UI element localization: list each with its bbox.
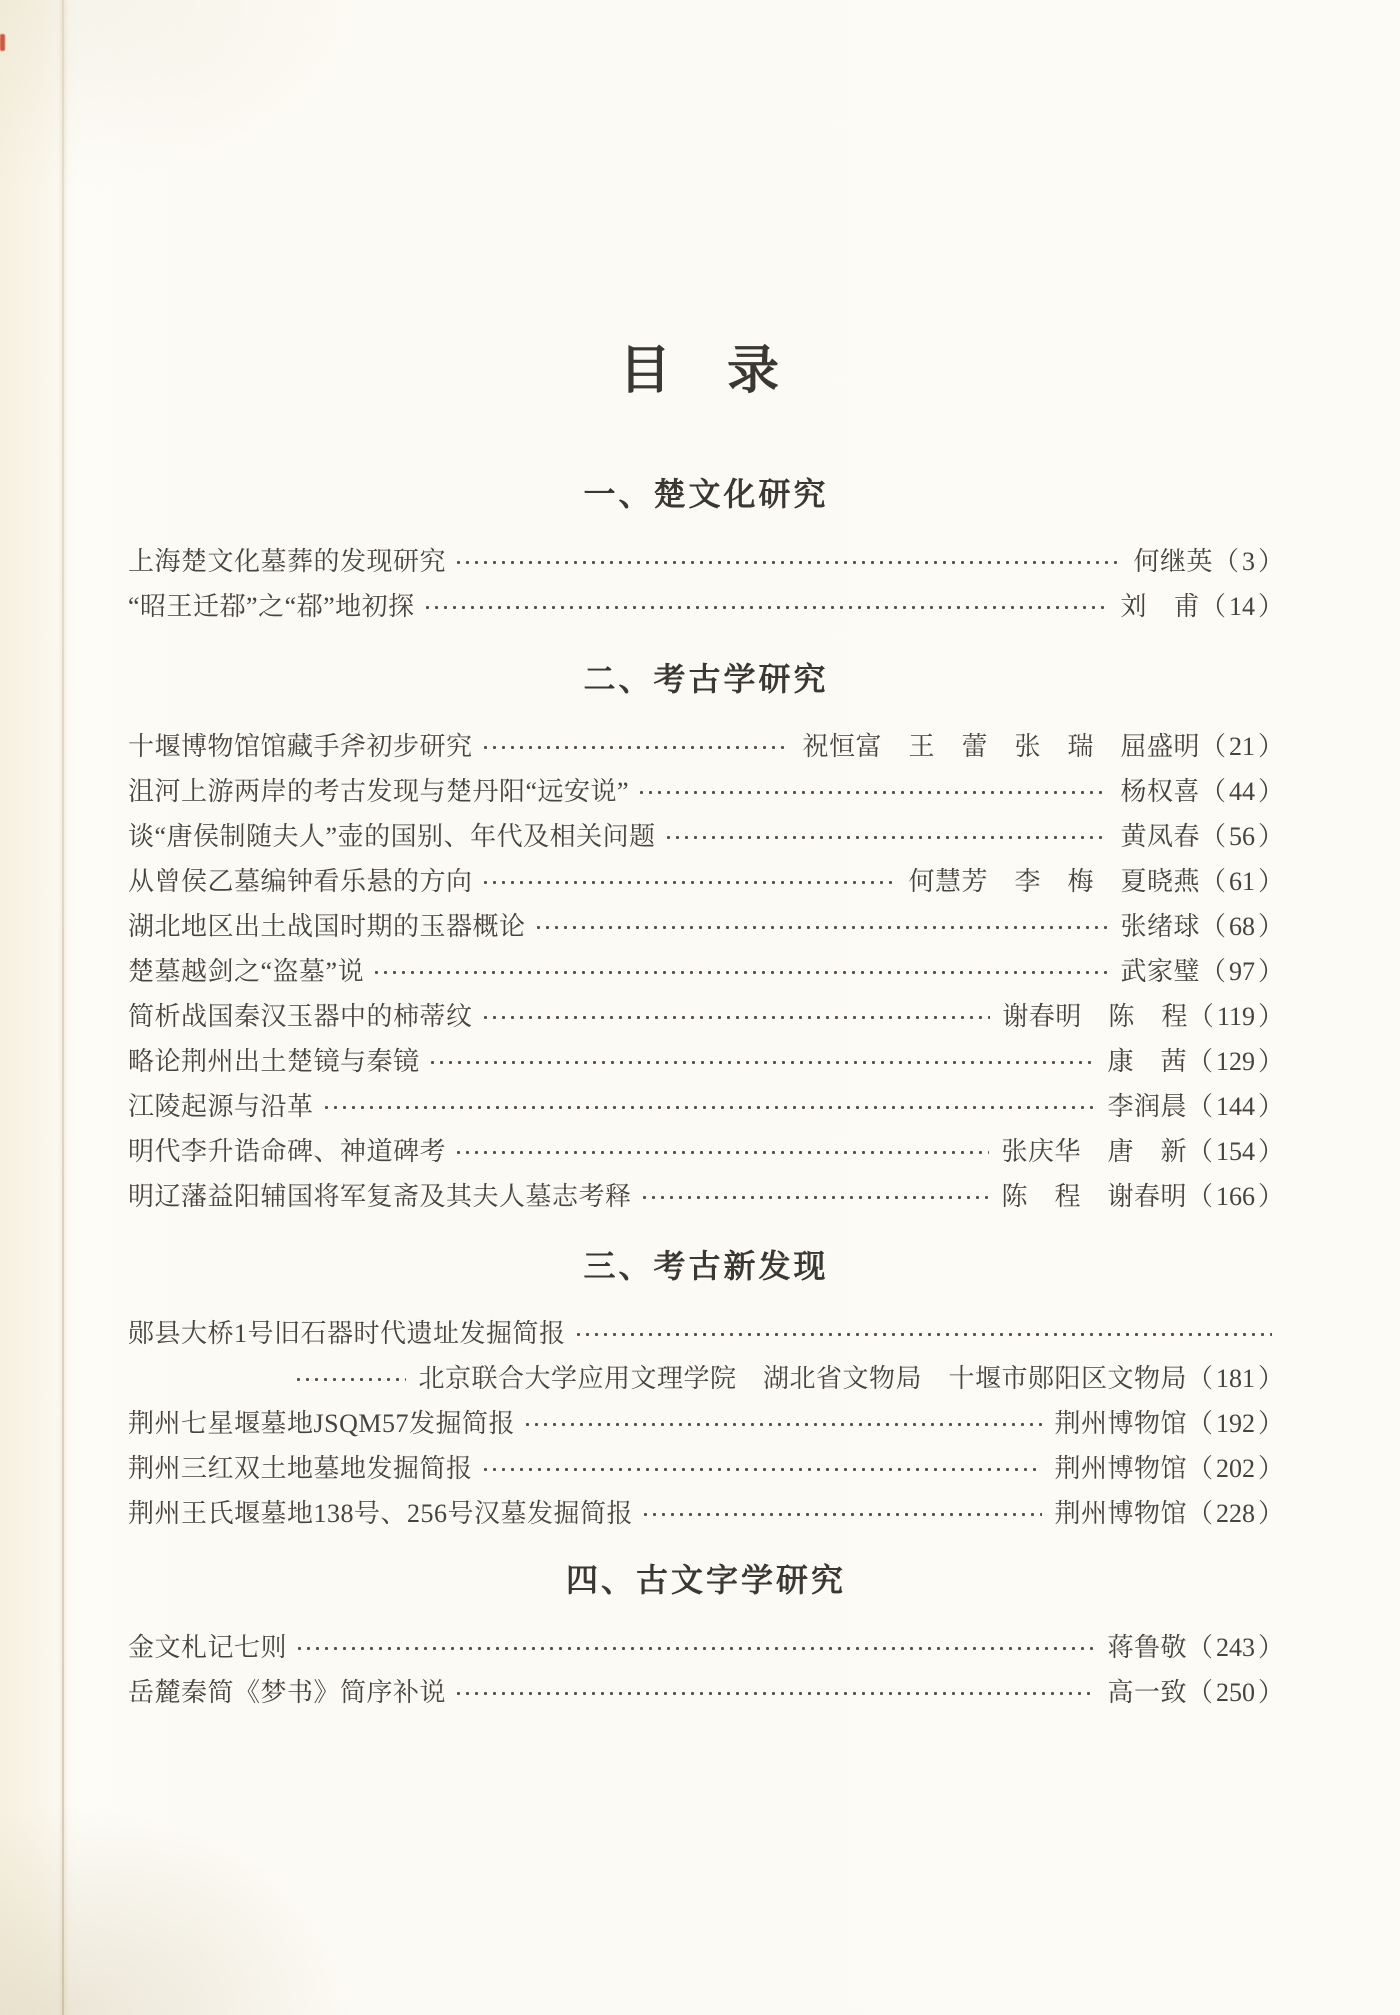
- entry-title: 简析战国秦汉玉器中的柿蒂纹: [128, 1002, 473, 1031]
- entry-page-number: [1187, 1627, 1284, 1664]
- page-number-value: 202: [1215, 1454, 1255, 1483]
- entry-title: 郧县大桥1号旧石器时代遗址发掘简报: [128, 1319, 566, 1348]
- entry-page-number: [1200, 816, 1284, 853]
- paren-open: （: [1186, 1364, 1213, 1393]
- dot-leader: [454, 558, 1121, 568]
- entry-title: 荆州七星堰墓地JSQM57发掘简报: [128, 1409, 515, 1438]
- entry-title: 金文札记七则: [128, 1633, 288, 1662]
- page-number-value: 129: [1215, 1047, 1255, 1076]
- paren-open: （: [1199, 867, 1226, 896]
- dot-leader: [454, 1689, 1095, 1699]
- section-entries: [128, 1309, 1284, 1534]
- paren-open: （: [1212, 547, 1239, 576]
- entry-page-number: [1187, 1131, 1284, 1168]
- dot-leader: [664, 833, 1109, 843]
- section-entries: [128, 537, 1284, 627]
- toc-entry: [128, 722, 1284, 767]
- paren-close: ）: [1257, 867, 1284, 896]
- entry-page-number: [1187, 1672, 1284, 1709]
- dot-leader: [423, 603, 1109, 613]
- entry-authors: 陈 程 谢春明: [1001, 1182, 1187, 1211]
- page-fold-line: [62, 0, 64, 2015]
- entry-title: 湖北地区出土战国时期的玉器概论: [128, 912, 526, 941]
- entry-page-number: [1200, 726, 1284, 763]
- section-entries: [128, 1623, 1284, 1713]
- paren-open: （: [1199, 777, 1226, 806]
- page-number-value: 68: [1228, 912, 1255, 941]
- entry-page-number: [1187, 1086, 1284, 1123]
- toc-entry: [128, 992, 1284, 1037]
- dot-leader: [481, 1465, 1043, 1475]
- entry-title: 荆州王氏堰墓地138号、256号汉墓发掘简报: [128, 1499, 634, 1528]
- dot-leader: [294, 1375, 406, 1385]
- dot-leader: [640, 1193, 990, 1203]
- paren-close: ）: [1257, 1364, 1284, 1393]
- paren-open: （: [1186, 1499, 1213, 1528]
- section-entries: [128, 722, 1284, 1217]
- entry-authors: 康 茜: [1107, 1047, 1187, 1076]
- entry-authors: 谢春明 陈 程: [1002, 1002, 1188, 1031]
- page-number-value: 166: [1215, 1182, 1255, 1211]
- paren-open: （: [1199, 732, 1226, 761]
- page-number-value: 119: [1216, 1002, 1255, 1031]
- toc-entry: [128, 857, 1284, 902]
- paren-close: ）: [1257, 1678, 1284, 1707]
- paren-close: ）: [1257, 1092, 1284, 1121]
- toc-entry: [128, 767, 1284, 812]
- entry-authors: 张绪球: [1120, 912, 1200, 941]
- entry-title: 略论荆州出土楚镜与秦镜: [128, 1047, 420, 1076]
- entry-page-number: [1200, 586, 1284, 623]
- paren-open: （: [1186, 1047, 1213, 1076]
- entry-page-number: [1200, 951, 1284, 988]
- paren-close: ）: [1257, 822, 1284, 851]
- toc-section: [128, 1246, 1284, 1534]
- toc-entry: [128, 1444, 1284, 1489]
- dot-leader: [322, 1103, 1096, 1113]
- paren-open: （: [1186, 1137, 1213, 1166]
- paren-close: ）: [1257, 1633, 1284, 1662]
- dot-leader: [534, 923, 1109, 933]
- section-heading: 一、楚文化研究: [583, 475, 829, 513]
- dot-leader: [428, 1058, 1096, 1068]
- dot-leader: [481, 878, 897, 888]
- section-heading: 四、古文字学研究: [565, 1561, 846, 1599]
- paren-open: （: [1199, 912, 1226, 941]
- entry-title: 十堰博物馆馆藏手斧初步研究: [128, 732, 473, 761]
- entry-title: 楚墓越剑之“盗墓”说: [128, 957, 365, 986]
- paren-open: （: [1199, 822, 1226, 851]
- dot-leader: [641, 1510, 1042, 1520]
- toc-entry: [128, 1668, 1284, 1713]
- paren-open: （: [1199, 957, 1226, 986]
- entry-authors: 荆州博物馆: [1054, 1454, 1187, 1483]
- entry-title: 江陵起源与沿革: [128, 1092, 314, 1121]
- entry-page-number: [1187, 1403, 1284, 1440]
- entry-authors: 祝恒富 王 蕾 张 瑞 屈盛明: [802, 732, 1200, 761]
- toc-entry: [128, 1082, 1284, 1127]
- dot-leader: [481, 1013, 991, 1023]
- dot-leader: [372, 968, 1108, 978]
- entry-authors: 杨权喜: [1120, 777, 1200, 806]
- page-number-value: 21: [1228, 732, 1255, 761]
- dot-leader: [454, 1148, 989, 1158]
- page-title: 目 录: [618, 343, 781, 400]
- paren-open: （: [1186, 1409, 1213, 1438]
- entry-page-number: [1213, 541, 1284, 578]
- page-number-value: 56: [1228, 822, 1255, 851]
- entry-authors: 荆州博物馆: [1054, 1499, 1187, 1528]
- entry-authors: 荆州博物馆: [1054, 1409, 1187, 1438]
- paren-close: ）: [1257, 547, 1284, 576]
- toc-entry: [128, 1309, 1284, 1354]
- toc-entry-continuation: [128, 1354, 1284, 1399]
- entry-authors: 何慧芳 李 梅 夏晓燕: [908, 867, 1200, 896]
- entry-authors: 黄凤春: [1120, 822, 1200, 851]
- toc-section: [128, 659, 1284, 1217]
- page-number-value: 14: [1228, 592, 1255, 621]
- paren-open: （: [1186, 1454, 1213, 1483]
- paren-open: （: [1186, 1633, 1213, 1662]
- toc-entry: [128, 1623, 1284, 1668]
- entry-authors: 刘 甫: [1120, 592, 1200, 621]
- dot-leader: [523, 1420, 1042, 1430]
- page-number-value: 144: [1215, 1092, 1255, 1121]
- page-number-value: 44: [1228, 777, 1255, 806]
- entry-authors: 武家璧: [1120, 957, 1200, 986]
- toc-entry: [128, 582, 1284, 627]
- paren-open: （: [1199, 592, 1226, 621]
- entry-page-number: [1187, 1358, 1284, 1395]
- entry-title: “昭王迁鄀”之“鄀”地初探: [128, 592, 415, 621]
- entry-page-number: [1188, 996, 1284, 1033]
- entry-page-number: [1187, 1493, 1284, 1530]
- paren-close: ）: [1257, 732, 1284, 761]
- entry-title: 沮河上游两岸的考古发现与楚丹阳“远安说”: [128, 777, 630, 806]
- dot-leader: [295, 1644, 1095, 1654]
- paren-close: ）: [1257, 957, 1284, 986]
- paren-close: ）: [1257, 1499, 1284, 1528]
- dot-leader: [481, 743, 791, 753]
- entry-title: 岳麓秦简《梦书》简序补说: [128, 1678, 447, 1707]
- toc-entry: [128, 1037, 1284, 1082]
- paren-close: ）: [1257, 592, 1284, 621]
- page-number-value: 181: [1215, 1364, 1255, 1393]
- paren-close: ）: [1257, 1409, 1284, 1438]
- toc-entry: [128, 1399, 1284, 1444]
- page-number-value: 97: [1228, 957, 1255, 986]
- page-number-value: 154: [1215, 1137, 1255, 1166]
- toc-section: [128, 1560, 1284, 1713]
- page-number-value: 61: [1228, 867, 1255, 896]
- scan-red-mark: [0, 34, 5, 51]
- entry-title: 明辽藩益阳辅国将军复斋及其夫人墓志考释: [128, 1182, 632, 1211]
- page-number-value: 250: [1215, 1678, 1255, 1707]
- toc-entry: [128, 1172, 1284, 1217]
- entry-page-number: [1187, 1176, 1284, 1213]
- toc-entry: [128, 1127, 1284, 1172]
- paren-open: （: [1187, 1002, 1214, 1031]
- paren-close: ）: [1257, 912, 1284, 941]
- entry-title: 荆州三红双土地墓地发掘简报: [128, 1454, 473, 1483]
- toc-entry: [128, 902, 1284, 947]
- page-number-value: 243: [1215, 1633, 1255, 1662]
- entry-page-number: [1200, 861, 1284, 898]
- toc-entry: [128, 812, 1284, 857]
- paren-open: （: [1186, 1092, 1213, 1121]
- toc-entry: [128, 1489, 1284, 1534]
- paren-close: ）: [1257, 777, 1284, 806]
- entry-title: 明代李升诰命碑、神道碑考: [128, 1137, 447, 1166]
- page-number-value: 192: [1215, 1409, 1255, 1438]
- toc-section: [128, 474, 1284, 627]
- paren-open: （: [1186, 1678, 1213, 1707]
- paren-close: ）: [1257, 1137, 1284, 1166]
- entry-authors: 何继英: [1133, 547, 1213, 576]
- entry-page-number: [1187, 1448, 1284, 1485]
- entry-authors: 李润晨: [1107, 1092, 1187, 1121]
- entry-authors: 高一致: [1107, 1678, 1187, 1707]
- entry-authors: 北京联合大学应用文理学院 湖北省文物局 十堰市郧阳区文物局: [418, 1364, 1187, 1393]
- entry-title: 上海楚文化墓葬的发现研究: [128, 547, 447, 576]
- paren-close: ）: [1257, 1002, 1284, 1031]
- section-heading: 三、考古新发现: [583, 1247, 829, 1285]
- dot-leader: [574, 1330, 1272, 1340]
- page-number-value: 228: [1215, 1499, 1255, 1528]
- paren-close: ）: [1257, 1454, 1284, 1483]
- page-number-value: 3: [1241, 547, 1255, 576]
- toc-entry: [128, 537, 1284, 582]
- entry-authors: 蒋鲁敬: [1107, 1633, 1187, 1662]
- entry-authors: 张庆华 唐 新: [1001, 1137, 1187, 1166]
- toc-entry: [128, 947, 1284, 992]
- section-heading: 二、考古学研究: [583, 660, 829, 698]
- entry-page-number: [1200, 906, 1284, 943]
- paren-open: （: [1186, 1182, 1213, 1211]
- paren-close: ）: [1257, 1182, 1284, 1211]
- dot-leader: [637, 788, 1108, 798]
- entry-page-number: [1187, 1041, 1284, 1078]
- paren-close: ）: [1257, 1047, 1284, 1076]
- entry-title: 从曾侯乙墓编钟看乐悬的方向: [128, 867, 473, 896]
- entry-page-number: [1200, 771, 1284, 808]
- entry-title: 谈“唐侯制随夫人”壶的国别、年代及相关问题: [128, 822, 656, 851]
